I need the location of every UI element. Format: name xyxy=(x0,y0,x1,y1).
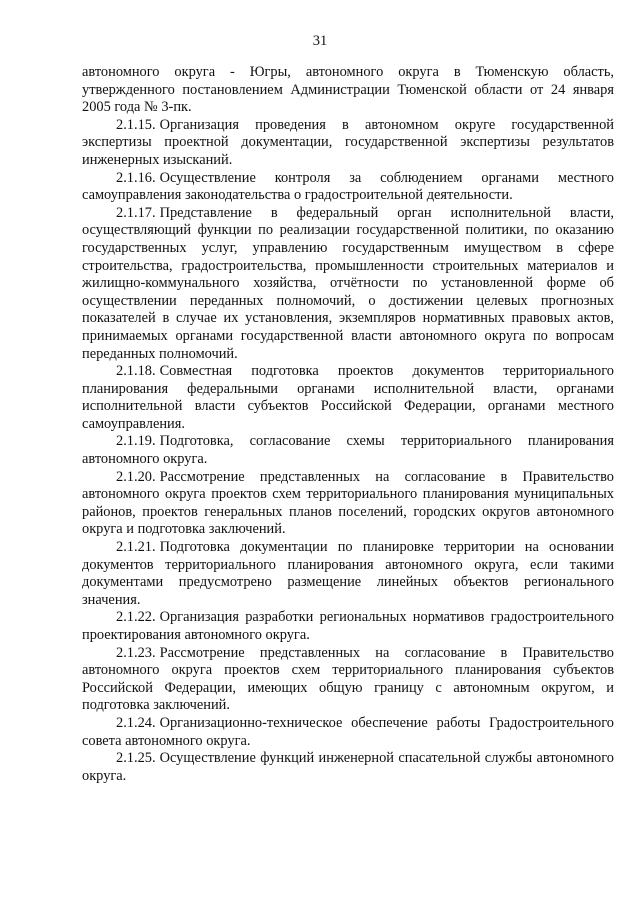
paragraph-number: 2.1.17. xyxy=(116,204,156,221)
paragraph-2-1-21 xyxy=(82,539,614,609)
paragraph-text: автономного округа - Югры, автономного округа в Тюменскую область, утвержденного постановлением Администрации Тюменской области от 24 января 2005 года № 3-пк. xyxy=(82,64,614,116)
paragraph-2-1-18 xyxy=(82,363,614,433)
paragraph-2-1-25 xyxy=(82,750,614,785)
paragraph-number: 2.1.21. xyxy=(116,539,156,556)
paragraph-2-1-17 xyxy=(82,205,614,363)
paragraph-text: Организация проведения в автономном округе государственной экспертизы проектной документации, государственной экспертизы результатов инженерных изысканий. xyxy=(82,116,614,168)
paragraph-number: 2.1.15. xyxy=(116,116,156,133)
paragraph-text: Осуществление контроля за соблюдением органами местного самоуправления законодательства о градостроительной деятельности. xyxy=(82,169,614,204)
page-number: 31 xyxy=(312,33,328,49)
paragraph-2-1-22 xyxy=(82,609,614,644)
paragraph-text: Рассмотрение представленных на согласование в Правительство автономного округа проектов схем территориального планирования муниципальных районов, проектов генеральных планов поселений, городских округов автономного округа и подготовка заключений. xyxy=(82,468,614,538)
paragraph-2-1-20 xyxy=(82,469,614,539)
paragraph-number: 2.1.16. xyxy=(116,169,156,186)
paragraph-number: 2.1.22. xyxy=(116,609,156,626)
paragraph-text: Осуществление функций инженерной спасательной службы автономного округа. xyxy=(82,750,614,784)
paragraph-text: Совместная подготовка проектов документов территориального планирования федеральными органами исполнительной власти, органами исполнительной власти субъектов Российской Федерации, органами местного самоуправления. xyxy=(82,363,614,432)
paragraph-text: Подготовка документации по планировке территории на основании документов территориального планирования автономного округа, если такими документами предусмотрено размещение линейных объектов регионального значения. xyxy=(82,539,614,608)
paragraph-text: Организационно-техническое обеспечение работы Градостроительного совета автономного округа. xyxy=(82,714,614,749)
paragraph-number: 2.1.18. xyxy=(116,363,156,380)
paragraph-number: 2.1.24. xyxy=(116,714,156,731)
paragraph-2-1-23 xyxy=(82,645,614,715)
paragraph-continuation xyxy=(82,64,614,117)
paragraph-number: 2.1.25. xyxy=(116,750,156,767)
paragraph-2-1-16 xyxy=(82,170,614,205)
paragraph-2-1-24 xyxy=(82,715,614,750)
paragraph-number: 2.1.23. xyxy=(116,644,156,661)
paragraph-text: Рассмотрение представленных на согласование в Правительство автономного округа проектов схем территориального планирования субъектов Российской Федерации, имеющих общую границу с автономным округом, и подготовка заключений. xyxy=(82,644,614,714)
paragraph-text: Организация разработки региональных нормативов градостроительного проектирования автономного округа. xyxy=(82,609,614,643)
document-body xyxy=(82,64,614,785)
paragraph-text: Подготовка, согласование схемы территориального планирования автономного округа. xyxy=(82,433,614,468)
paragraph-text: Представление в федеральный орган исполнительной власти, осуществляющий функции по реализации государственной политики, по оказанию государственных услуг, управлению государственным имуществом в сфере строительства, градостроительства, промышленности строительных материалов и жилищно-коммунального хозяйства, отчётности по установленной форме об осуществлении переданных полномочий, о достижении целевых прогнозных показателей в случае их установления, экземпляров нормативных правовых актов, принимаемых органами государственной власти автономного округа по вопросам переданных полномочий. xyxy=(82,204,614,362)
paragraph-number: 2.1.19. xyxy=(116,433,156,450)
paragraph-2-1-15 xyxy=(82,117,614,170)
paragraph-number: 2.1.20. xyxy=(116,468,156,485)
paragraph-2-1-19 xyxy=(82,433,614,468)
